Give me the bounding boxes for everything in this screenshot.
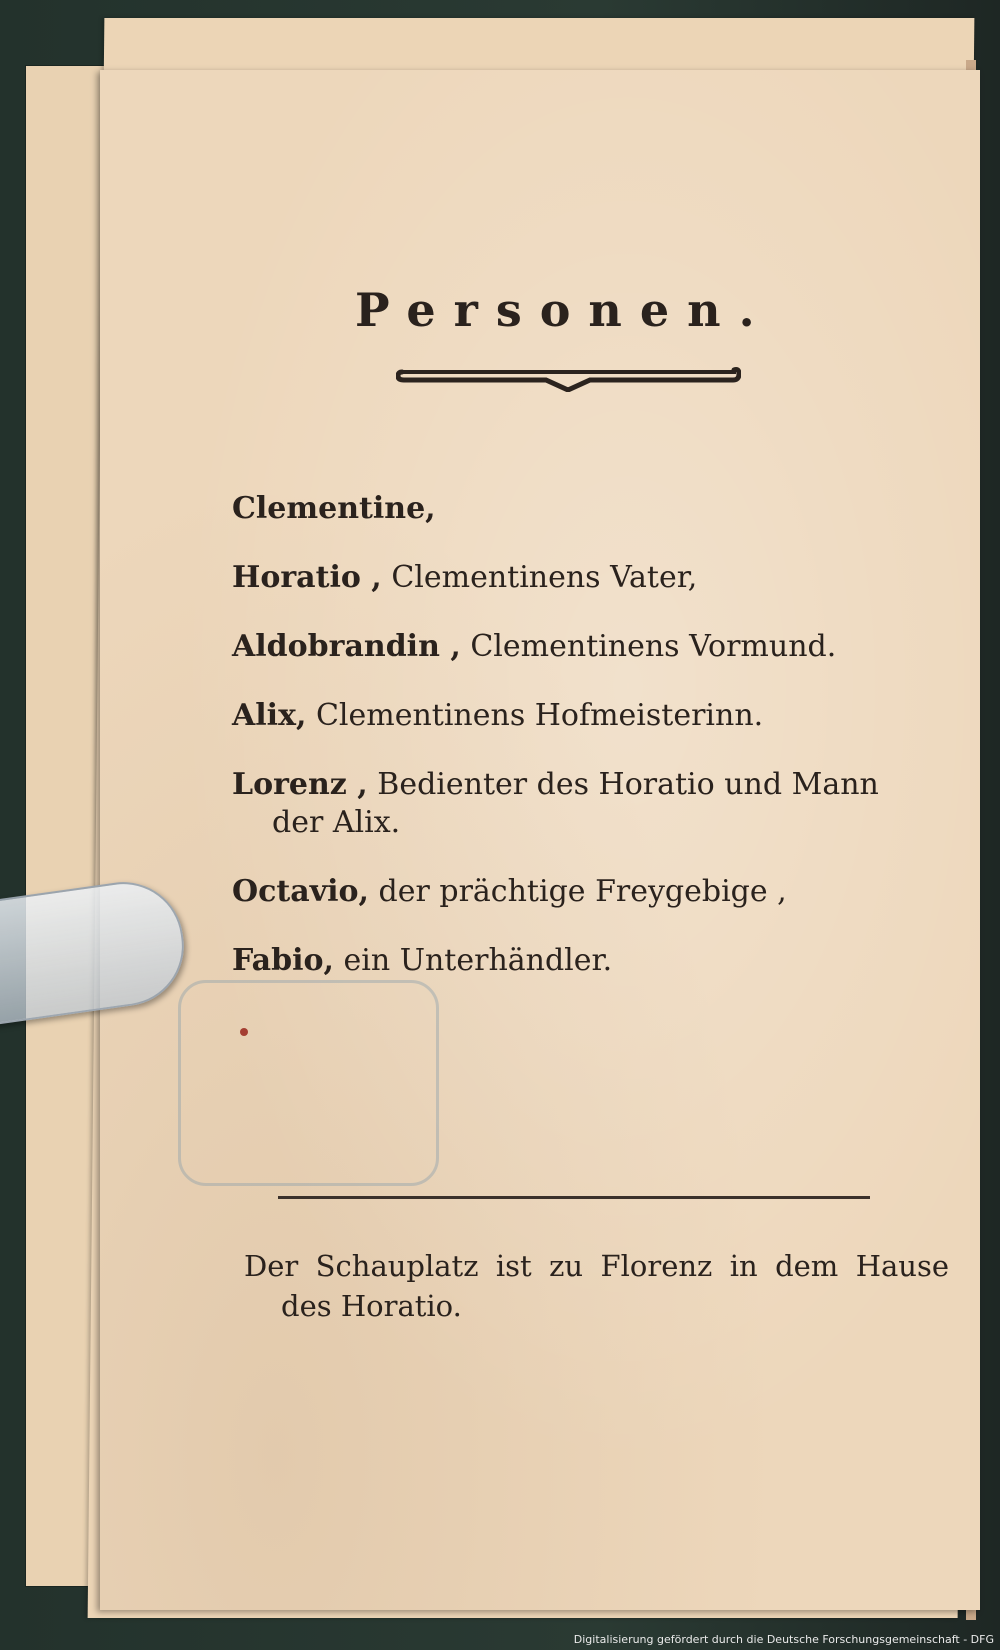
character-name: Fabio,	[232, 943, 334, 978]
character-description: Clementinens Hofmeisterinn.	[315, 698, 764, 733]
character-description: Clementinens Vormund.	[470, 629, 837, 664]
character-description: ein Unterhändler.	[343, 943, 613, 978]
cast-item	[232, 873, 912, 911]
character-name: Aldobrandin ,	[232, 629, 461, 664]
cast-item	[232, 490, 912, 528]
character-description: der prächtige Freygebige ,	[378, 874, 787, 909]
character-name: Clementine,	[232, 491, 436, 526]
scene-note: Der Schauplatz ist zu Florenz in dem Hause des Horatio.	[244, 1249, 949, 1323]
ink-dot	[240, 1028, 248, 1036]
section-divider	[278, 1196, 870, 1199]
ornament-divider-icon	[396, 362, 741, 392]
character-description: Clementinens Vater,	[391, 560, 698, 595]
cast-item	[232, 628, 912, 666]
character-description: Bedienter des Horatio und Mann der Alix.	[272, 767, 879, 840]
footer-credit: Digitalisierung gefördert durch die Deutsche Forschungsgemeinschaft - DFG	[573, 1633, 994, 1646]
cast-item	[232, 697, 912, 735]
cast-item	[232, 559, 912, 597]
page-title: Personen.	[355, 283, 773, 337]
cast-item	[232, 942, 912, 980]
character-name: Horatio ,	[232, 560, 382, 595]
character-name: Octavio,	[232, 874, 369, 909]
character-name: Lorenz ,	[232, 767, 368, 802]
cast-item	[232, 766, 912, 842]
cast-list	[232, 490, 912, 1011]
character-name: Alix,	[232, 698, 307, 733]
